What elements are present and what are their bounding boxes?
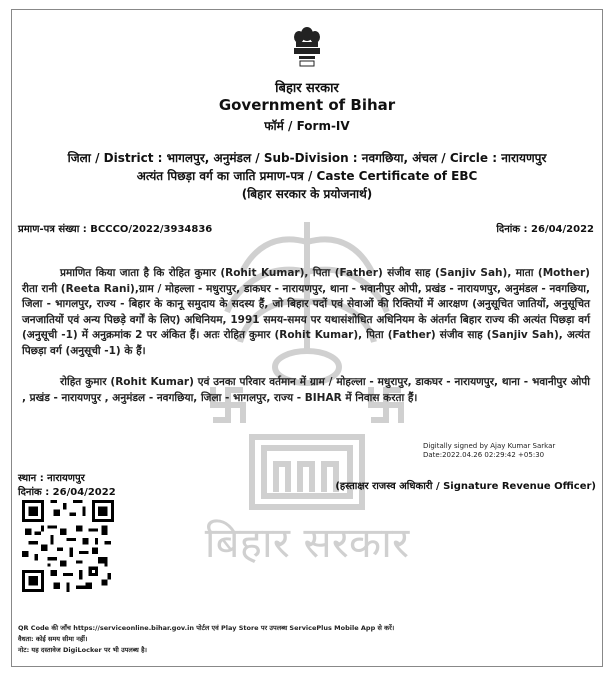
- form-label: फॉर्म / Form-IV: [264, 119, 350, 133]
- certificate-date: दिनांक : 26/04/2022: [496, 224, 594, 235]
- paragraph-2-text: रोहित कुमार (Rohit Kumar) एवं उनका परिवार वर्तमान में ग्राम / मोहल्ला - मधुरापुर, डाकघर - नारायणपुर, थाना - भवानीपुर ओपी , प्रखंड - नारायणपुर , अनुमंडल - नवगछिया, जिला - भागलपुर, राज्य - BIHAR में निवास करता हैं।: [22, 376, 590, 404]
- residence-paragraph: [22, 375, 590, 406]
- footer-digilocker-note: नोट: यह दस्तावेज DigiLocker पर भी उपलब्ध है।: [18, 646, 147, 654]
- watermark-text: बिहार सरकार: [204, 518, 410, 567]
- certification-paragraph: [22, 266, 590, 359]
- footer-validity: वैधता: कोई समय सीमा नहीं।: [18, 635, 88, 643]
- officer-signature-label: (हस्ताक्षर राजस्व अधिकारी / Signature Revenue Officer): [335, 481, 596, 492]
- gov-hindi-heading: बिहार सरकार: [275, 81, 339, 96]
- certificate-title: अत्यंत पिछड़ा वर्ग का जाति प्रमाण-पत्र / Caste Certificate of EBC: [136, 169, 478, 183]
- digital-signature-line2: Date:2022.04.26 02:29:42 +05:30: [423, 451, 545, 459]
- place-date-label: दिनांक : 26/04/2022: [18, 487, 116, 498]
- certificate-page: [11, 9, 603, 667]
- certificate-number: प्रमाण-पत्र संख्या : BCCCO/2022/3934836: [18, 224, 213, 235]
- place-label: स्थान : नारायणपुर: [18, 473, 85, 484]
- qr-code: [22, 500, 114, 592]
- digital-signature-line1: Digitally signed by Ajay Kumar Sarkar: [423, 442, 556, 450]
- purpose-line: (बिहार सरकार के प्रयोजनार्थ): [241, 187, 373, 201]
- location-line: जिला / District : भागलपुर, अनुमंडल / Sub-Division : नवगछिया, अंचल / Circle : नारायणपुर: [67, 151, 547, 165]
- footer-qr-note: QR Code की जाँच https://serviceonline.bihar.gov.in पोर्टल एवं Play Store पर उपलब्ध ServicePlus Mobile App से करें।: [18, 624, 395, 632]
- paragraph-1-text: प्रमाणित किया जाता है कि रोहित कुमार (Rohit Kumar), पिता (Father) संजीव साह (Sanjiv Sah), माता (Mother) रीता रानी (Reeta Rani),ग्राम / मोहल्ला - मधुरापुर, डाकघर - नारायणपुर, थाना - भवानीपुर ओपी, प्रखंड - नारायणपुर, अनुमंडल - नवगछिया, जिला - भागलपुर, राज्य - बिहार के कानू समुदाय के सदस्य हैं, जो बिहार पदों एवं सेवाओं की रिक्तियों में आरक्षण (अनुसूचित जातियों, अनुसूचित जनजातियों एवं अन्य पिछड़े वर्गों के लिए) अधिनियम, 1991 समय-समय पर यथासंशोधित अधिनियम के अंतर्गत बिहार राज्य की अत्यंत पिछड़ा वर्ग (अनुसूची -1) में अनुक्रमांक 2 पर अंकित हैं। अतः रोहित कुमार (Rohit Kumar), पिता (Father) संजीव साह (Sanjiv Sah), अत्यंत पिछड़ा वर्ग (अनुसूची -1) के हैं।: [22, 267, 590, 357]
- ashoka-emblem-icon: [290, 24, 324, 70]
- gov-english-heading: Government of Bihar: [218, 96, 396, 114]
